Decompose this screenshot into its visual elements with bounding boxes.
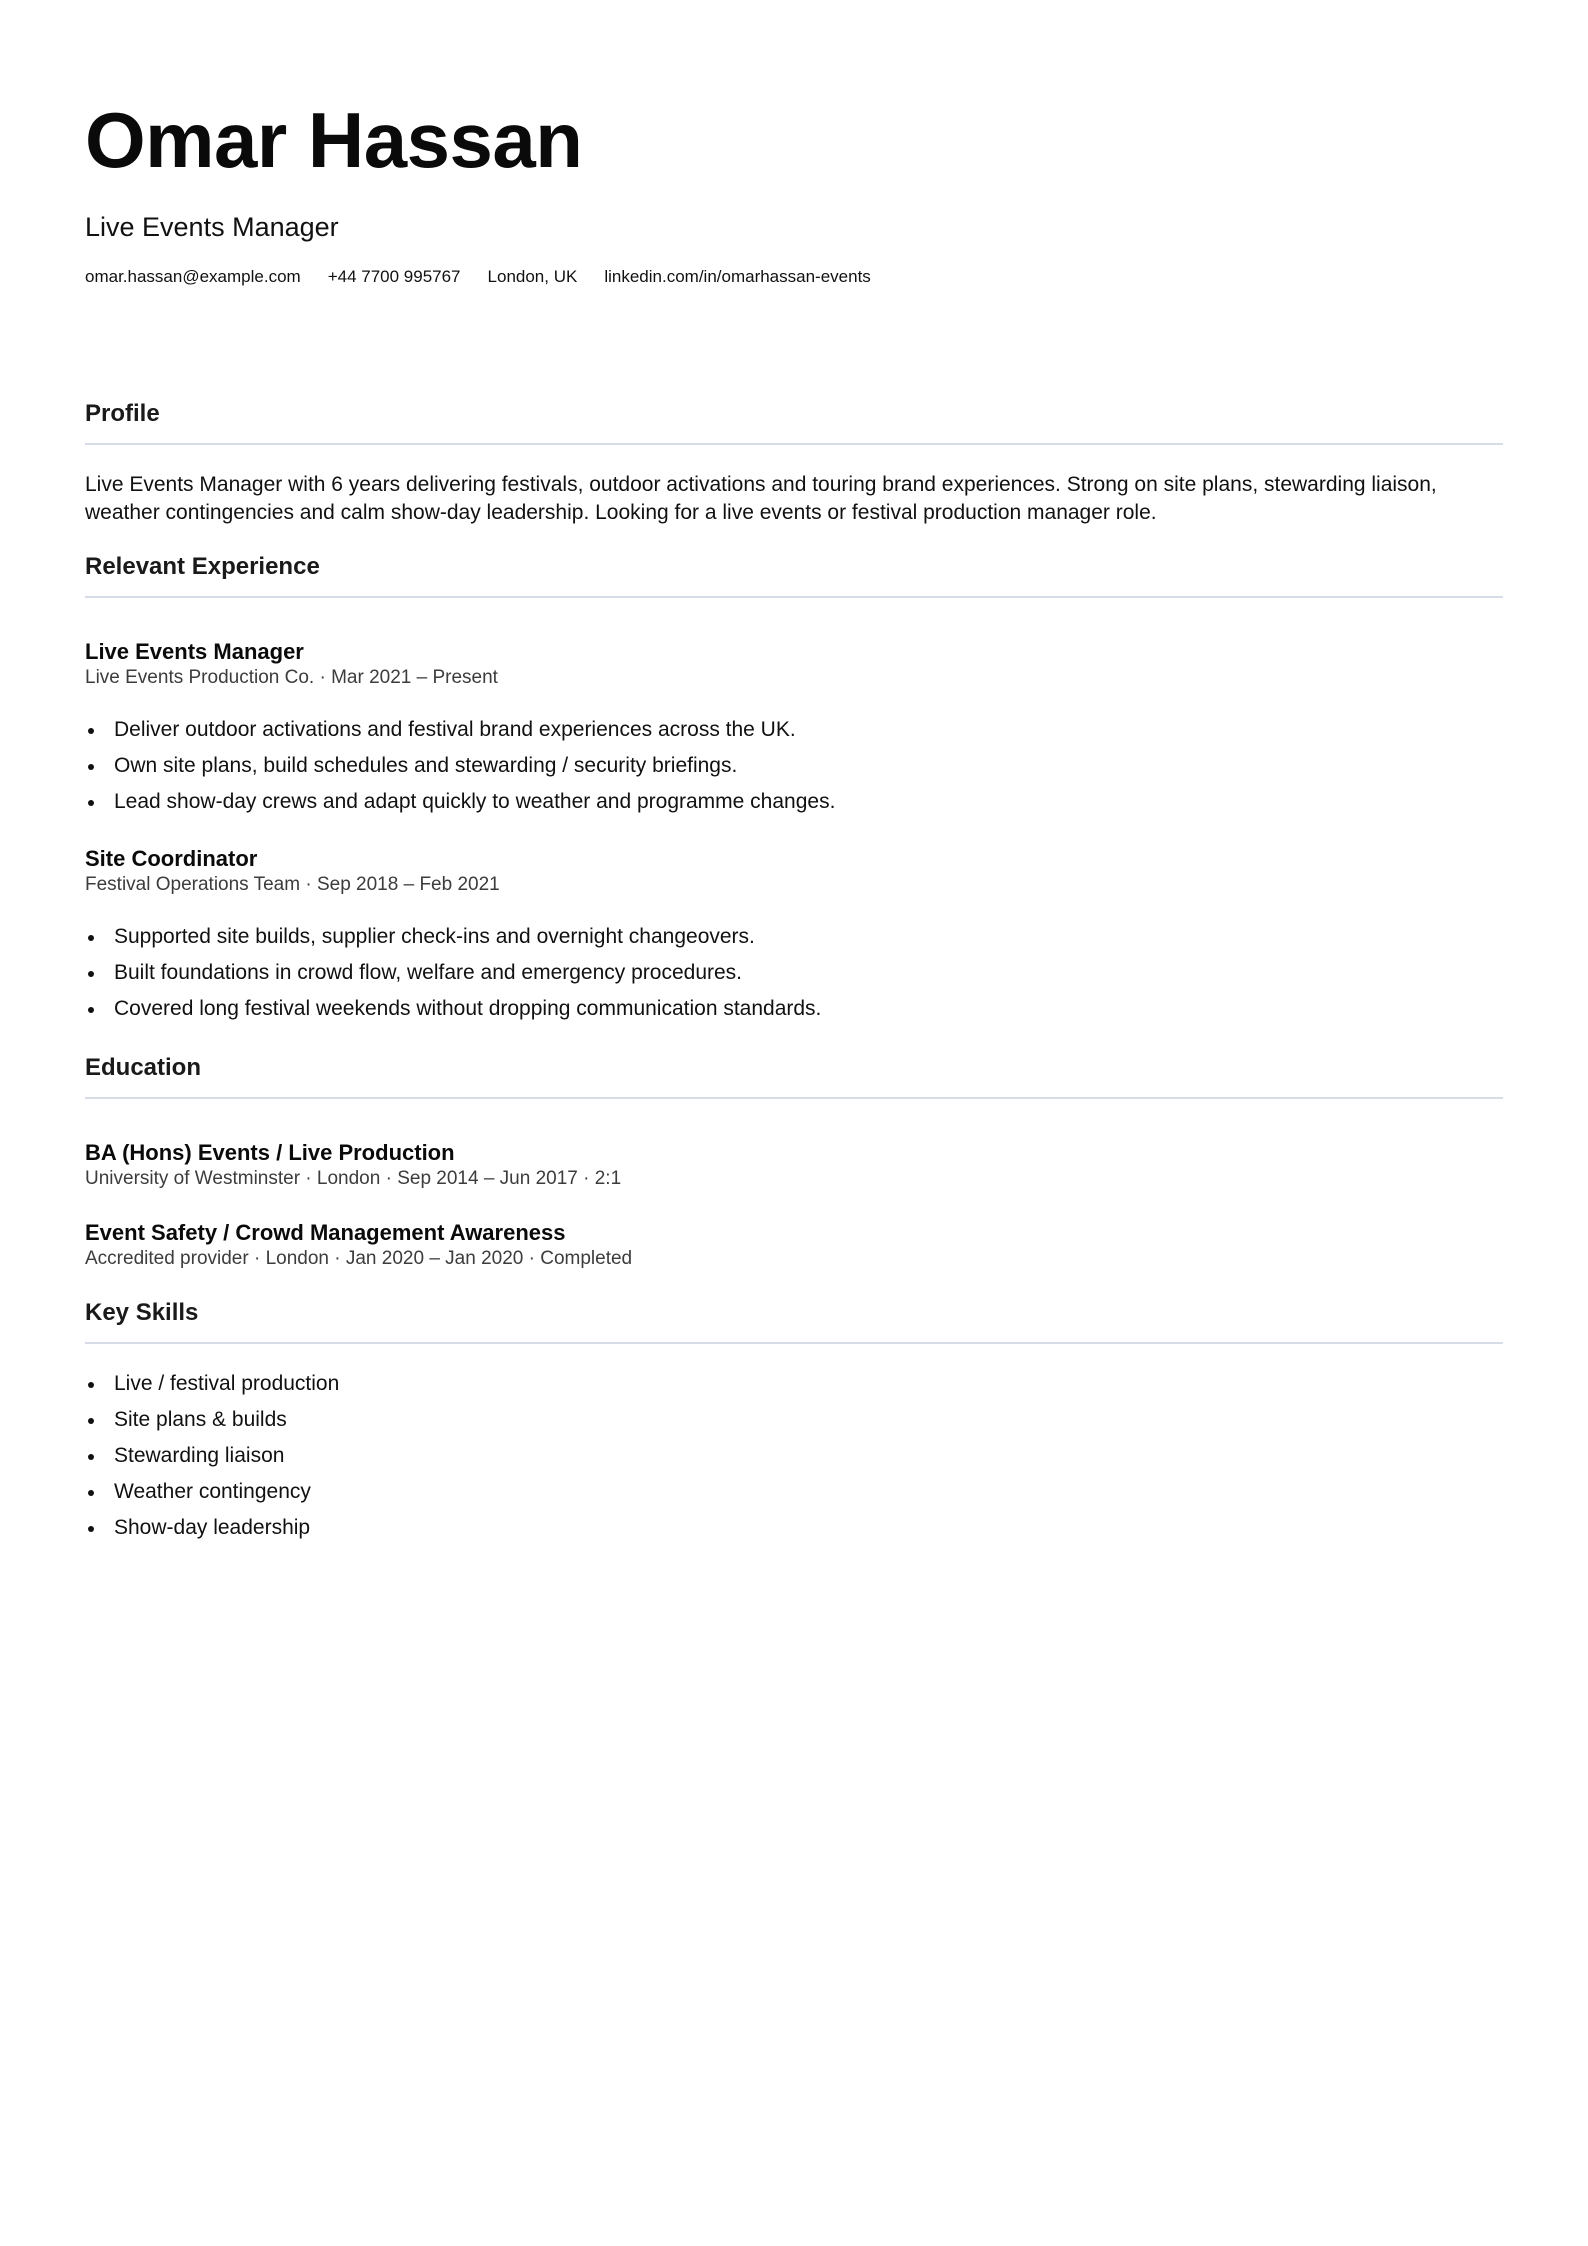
job-bullet: Lead show-day crews and adapt quickly to weather and programme changes. <box>85 784 1503 820</box>
section-title-profile: Profile <box>85 399 1503 445</box>
education-section <box>85 1053 1503 1271</box>
job-bullet: Built foundations in crowd flow, welfare and emergency procedures. <box>85 955 1503 991</box>
section-title-experience: Relevant Experience <box>85 552 1503 598</box>
job-entry <box>85 638 1503 820</box>
profile-summary: Live Events Manager with 6 years delivering festivals, outdoor activations and touring brand experiences. Strong on site plans, stewarding liaison, weather contingencies and calm show-day leadership. Looking for a live events or festival production manager role. <box>85 473 1437 524</box>
education-meta: University of Westminster · London · Sep 2014 – Jun 2017 · 2:1 <box>85 1168 622 1189</box>
job-bullets <box>85 712 1503 820</box>
skill-item: Live / festival production <box>85 1366 1503 1402</box>
education-title: Event Safety / Crowd Management Awareness <box>85 1220 566 1245</box>
education-entry <box>85 1219 1503 1271</box>
job-bullets <box>85 919 1503 1027</box>
profile-section <box>85 399 1503 527</box>
contact-phone[interactable]: +44 7700 995767 <box>327 267 461 286</box>
experience-section <box>85 552 1503 1027</box>
section-title-education: Education <box>85 1053 1503 1099</box>
job-bullet: Supported site builds, supplier check-ins and overnight changeovers. <box>85 919 1503 955</box>
job-meta: Live Events Production Co. · Mar 2021 – Present <box>85 667 498 688</box>
job-title: Live Events Manager <box>85 639 304 664</box>
contact-email[interactable]: omar.hassan@example.com <box>85 267 301 286</box>
candidate-name: Omar Hassan <box>85 96 583 184</box>
candidate-headline: Live Events Manager <box>85 212 339 242</box>
education-title: BA (Hons) Events / Live Production <box>85 1140 455 1165</box>
education-meta: Accredited provider · London · Jan 2020 – Jan 2020 · Completed <box>85 1248 633 1269</box>
job-entry <box>85 845 1503 1027</box>
job-bullet: Own site plans, build schedules and stewarding / security briefings. <box>85 748 1503 784</box>
skills-list <box>85 1366 1503 1546</box>
skill-item: Weather contingency <box>85 1474 1503 1510</box>
job-bullet: Deliver outdoor activations and festival brand experiences across the UK. <box>85 712 1503 748</box>
job-meta: Festival Operations Team · Sep 2018 – Feb 2021 <box>85 874 500 895</box>
contact-linkedin[interactable]: linkedin.com/in/omarhassan-events <box>604 267 871 286</box>
contact-info <box>85 266 1503 288</box>
job-bullet: Covered long festival weekends without dropping communication standards. <box>85 991 1503 1027</box>
education-entry <box>85 1139 1503 1191</box>
skills-section <box>85 1298 1503 1546</box>
contact-location: London, UK <box>487 267 578 286</box>
section-title-skills: Key Skills <box>85 1298 1503 1344</box>
skill-item: Site plans & builds <box>85 1402 1503 1438</box>
skill-item: Stewarding liaison <box>85 1438 1503 1474</box>
job-title: Site Coordinator <box>85 846 258 871</box>
skill-item: Show-day leadership <box>85 1510 1503 1546</box>
